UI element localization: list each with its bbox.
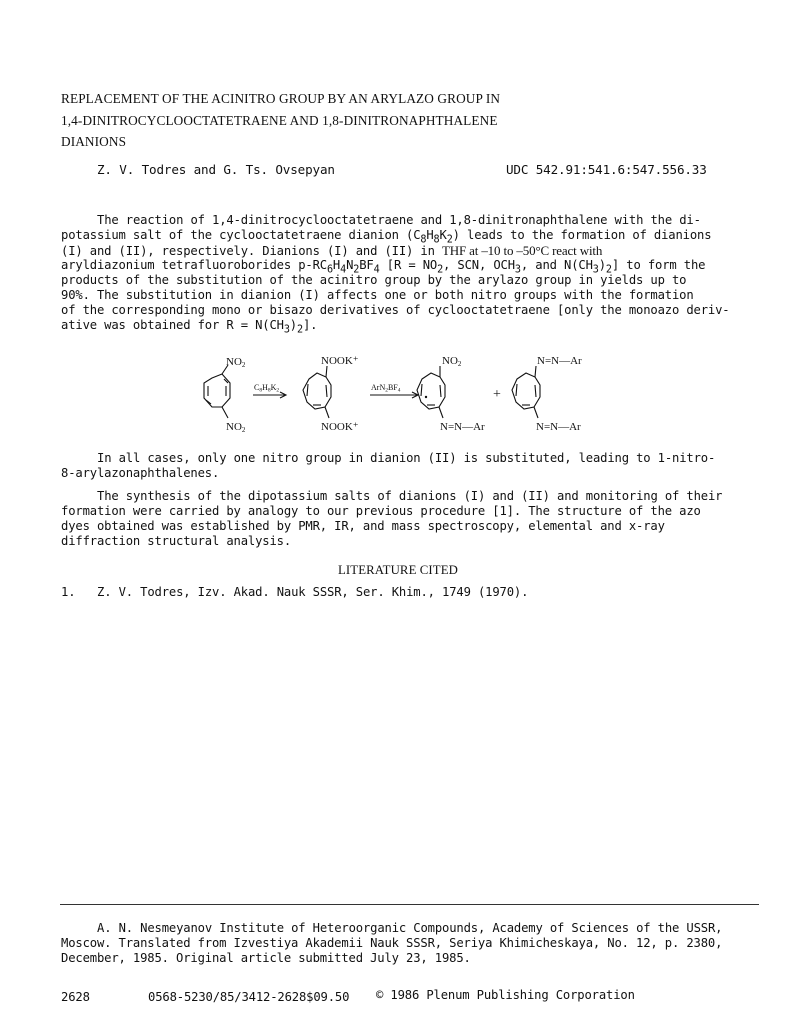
article-title-line-3: DIANIONS <box>61 134 127 149</box>
footnote-line-3: December, 1985. Original article submitted July 23, 1985. <box>61 951 471 965</box>
para1-line-3: (I) and (II), respectively. Dianions (I) and (II) in THF at –10 to –50°C react with <box>61 243 603 258</box>
sm-top-label: NO2 <box>226 356 246 369</box>
udc-code: UDC 542.91:541.6:547.556.33 <box>506 162 707 177</box>
para1-line-7: of the corresponding mono or bisazo derivatives of cyclooctatetraene [only the monoazo deriv- <box>61 303 730 317</box>
para1-line-1: The reaction of 1,4-dinitrocyclooctatetraene and 1,8-dinitronaphthalene with the di- <box>97 213 701 227</box>
dianion-top-label: NOOK⁺ <box>321 355 359 367</box>
reference-text: Z. V. Todres, Izv. Akad. Nauk SSSR, Ser. Khim., 1749 (1970). <box>97 585 529 599</box>
article-title-line-2: 1,4-DINITROCYCLOOCTATETRAENE AND 1,8-DINITRONAPHTHALENE <box>61 113 498 128</box>
footnote-line-1: A. N. Nesmeyanov Institute of Heteroorganic Compounds, Academy of Sciences of the USSR, <box>97 921 723 935</box>
reagent-1-label: C8H8K2 <box>254 383 280 394</box>
para1-line-8: ative was obtained for $R = N(CH_3)_2$]. <box>61 318 318 336</box>
para1-line-2: potassium salt of the cyclooctatetraene dianion $(C_8H_8K_2)$ leads to the formation of dianions <box>61 228 712 246</box>
product-2-top-label: N=N—Ar <box>537 355 582 367</box>
para2-line-1: In all cases, only one nitro group in dianion (II) is substituted, leading to 1-nitro- <box>97 451 716 465</box>
cot-ring-4 <box>512 366 540 418</box>
para3-line-3: dyes obtained was established by PMR, IR, and mass spectroscopy, elemental and x-ray <box>61 519 665 533</box>
footnote-divider <box>60 904 759 905</box>
cot-ring-1 <box>204 365 230 418</box>
product-2-bottom-label: N=N—Ar <box>536 421 581 433</box>
para2-line-2: 8-arylazonaphthalenes. <box>61 466 220 480</box>
para3-line-1: The synthesis of the dipotassium salts of dianions (I) and (II) and monitoring of their <box>97 489 723 503</box>
authors: Z. V. Todres and G. Ts. Ovsepyan <box>97 162 335 177</box>
page-number: 2628 <box>61 990 90 1004</box>
para3-line-4: diffraction structural analysis. <box>61 534 291 548</box>
product-1-bottom-label: N=N—Ar <box>440 421 485 433</box>
plus-sign: + <box>493 387 501 402</box>
product-1-top-label: NO2 <box>442 355 462 368</box>
footnote-line-2: Moscow. Translated from Izvestiya Akademii Nauk SSSR, Seriya Khimicheskaya, No. 12, p. 2380, <box>61 936 723 950</box>
article-title-line-1: REPLACEMENT OF THE ACINITRO GROUP BY AN ARYLAZO GROUP IN <box>61 91 501 106</box>
para1-line-6: 90%. The substitution in dianion (I) affects one or both nitro groups with the formation <box>61 288 694 302</box>
reaction-scheme <box>195 352 615 440</box>
sm-bottom-label: NO2 <box>226 421 246 434</box>
article-code: 0568-5230/85/3412-2628$09.50 <box>148 990 350 1004</box>
dianion-bottom-label: NOOK⁺ <box>321 421 359 433</box>
reference-number: 1. <box>61 585 76 599</box>
para3-line-2: formation were carried by analogy to our previous procedure [1]. The structure of the azo <box>61 504 701 518</box>
cot-ring-2 <box>303 366 331 418</box>
para1-line-4: aryldiazonium tetrafluoroborides $p-RC_6H_4N_2BF_4$ [$R = NO_2$, SCN, $OCH_3$, and $N(CH_3)_2$] to form the <box>61 258 706 276</box>
reagent-2-label: ArN2BF4 <box>371 383 401 394</box>
literature-heading: LITERATURE CITED <box>338 563 458 577</box>
cot-ring-3 <box>417 366 445 418</box>
copyright: © 1986 Plenum Publishing Corporation <box>376 988 635 1002</box>
para1-line-5: products of the substitution of the acinitro group by the arylazo group in yields up to <box>61 273 687 287</box>
